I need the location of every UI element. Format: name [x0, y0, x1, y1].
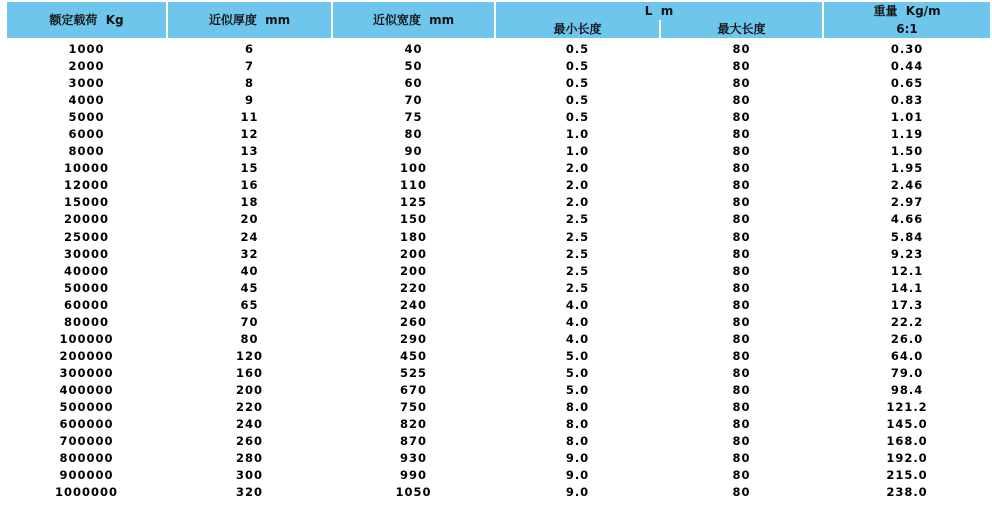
- cell-min-length: 4.0: [565, 331, 590, 346]
- cell-thickness: 80: [240, 331, 259, 346]
- cell-weight: 79.0: [890, 365, 924, 380]
- cell-width: 50: [404, 59, 423, 74]
- cell-width: 180: [399, 229, 427, 244]
- cell-min-length: 0.5: [565, 93, 590, 108]
- cell-width: 100: [399, 161, 427, 176]
- cell-rated-load: 300000: [59, 365, 114, 380]
- cell-weight: 0.65: [890, 76, 924, 91]
- cell-width: 60: [404, 76, 423, 91]
- cell-max-length: 80: [732, 297, 751, 312]
- cell-width: 110: [399, 178, 427, 193]
- cell-rated-load: 12000: [63, 178, 109, 193]
- cell-width: 260: [399, 314, 427, 329]
- cell-min-length: 2.5: [565, 263, 590, 278]
- cell-weight: 9.23: [890, 246, 924, 261]
- cell-thickness: 6: [244, 42, 254, 57]
- cell-min-length: 2.0: [565, 161, 590, 176]
- cell-max-length: 80: [732, 229, 751, 244]
- cell-rated-load: 25000: [63, 229, 109, 244]
- cell-max-length: 80: [732, 382, 751, 397]
- cell-max-length: 80: [732, 434, 751, 449]
- cell-weight: 14.1: [890, 280, 924, 295]
- cell-min-length: 0.5: [565, 59, 590, 74]
- cell-weight: 2.46: [890, 178, 924, 193]
- cell-thickness: 32: [240, 246, 259, 261]
- cell-width: 70: [404, 93, 423, 108]
- cell-weight: 2.97: [890, 195, 924, 210]
- table-row: [7, 348, 990, 365]
- cell-width: 525: [399, 365, 427, 380]
- cell-thickness: 13: [240, 144, 259, 159]
- cell-thickness: 240: [235, 417, 263, 432]
- cell-rated-load: 6000: [68, 127, 105, 142]
- cell-weight: 64.0: [890, 348, 924, 363]
- cell-width: 870: [399, 434, 427, 449]
- table-row: [7, 109, 990, 126]
- cell-rated-load: 100000: [59, 331, 114, 346]
- cell-min-length: 2.5: [565, 280, 590, 295]
- cell-thickness: 220: [235, 400, 263, 414]
- cell-width: 290: [399, 331, 427, 346]
- header-weight-ratio: 6:1: [824, 20, 990, 38]
- cell-width: 450: [399, 348, 427, 363]
- header-thickness: 近似厚度 mm: [168, 2, 331, 38]
- table-row: [7, 75, 990, 92]
- cell-width: 200: [399, 263, 427, 278]
- cell-rated-load: 3000: [68, 76, 105, 91]
- cell-thickness: 11: [240, 110, 259, 125]
- cell-weight: 0.44: [890, 59, 924, 74]
- cell-rated-load: 5000: [68, 110, 105, 125]
- table-row: [7, 126, 990, 143]
- cell-min-length: 5.0: [565, 365, 590, 380]
- cell-max-length: 80: [732, 42, 751, 57]
- cell-min-length: 1.0: [565, 127, 590, 142]
- cell-weight: 1.01: [890, 110, 924, 125]
- header-max-length: 最大长度: [661, 20, 822, 38]
- cell-rated-load: 600000: [59, 417, 114, 432]
- cell-weight: 98.4: [890, 382, 924, 397]
- cell-weight: 238.0: [886, 485, 928, 500]
- cell-max-length: 80: [732, 280, 751, 295]
- cell-thickness: 120: [235, 348, 263, 363]
- cell-width: 75: [404, 110, 423, 125]
- cell-min-length: 5.0: [565, 382, 590, 397]
- cell-weight: 145.0: [886, 417, 928, 432]
- cell-max-length: 80: [732, 161, 751, 176]
- cell-width: 1050: [395, 485, 432, 500]
- cell-width: 990: [399, 468, 427, 483]
- cell-weight: 0.83: [890, 93, 924, 108]
- cell-rated-load: 15000: [63, 195, 109, 210]
- cell-rated-load: 1000: [68, 42, 105, 57]
- spec-table-container: [5, 2, 986, 501]
- cell-thickness: 12: [240, 127, 259, 142]
- cell-weight: 1.95: [890, 161, 924, 176]
- cell-width: 670: [399, 382, 427, 397]
- cell-weight: 1.19: [890, 127, 924, 142]
- cell-rated-load: 30000: [63, 246, 109, 261]
- cell-rated-load: 500000: [59, 400, 114, 414]
- table-row: [7, 246, 990, 263]
- cell-max-length: 80: [732, 59, 751, 74]
- cell-max-length: 80: [732, 93, 751, 108]
- cell-width: 80: [404, 127, 423, 142]
- cell-thickness: 45: [240, 280, 259, 295]
- cell-min-length: 2.0: [565, 195, 590, 210]
- cell-thickness: 7: [244, 59, 254, 74]
- cell-max-length: 80: [732, 76, 751, 91]
- cell-width: 820: [399, 417, 427, 432]
- cell-max-length: 80: [732, 144, 751, 159]
- cell-thickness: 9: [244, 93, 254, 108]
- table-row: [7, 143, 990, 160]
- cell-min-length: 9.0: [565, 468, 590, 483]
- spec-table: [5, 2, 992, 501]
- cell-min-length: 0.5: [565, 110, 590, 125]
- cell-min-length: 4.0: [565, 297, 590, 312]
- cell-rated-load: 200000: [59, 348, 114, 363]
- table-row: [7, 92, 990, 109]
- cell-max-length: 80: [732, 127, 751, 142]
- cell-max-length: 80: [732, 331, 751, 346]
- cell-thickness: 160: [235, 365, 263, 380]
- cell-min-length: 0.5: [565, 76, 590, 91]
- cell-rated-load: 60000: [63, 297, 109, 312]
- cell-min-length: 8.0: [565, 417, 590, 432]
- table-row: [7, 41, 990, 58]
- cell-width: 930: [399, 451, 427, 466]
- cell-rated-load: 400000: [59, 382, 114, 397]
- cell-thickness: 260: [235, 434, 263, 449]
- table-row: [7, 297, 990, 314]
- cell-max-length: 80: [732, 400, 751, 414]
- table-row: [7, 160, 990, 177]
- cell-min-length: 0.5: [565, 42, 590, 57]
- header-width: 近似宽度 mm: [333, 2, 494, 38]
- cell-weight: 22.2: [890, 314, 924, 329]
- table-row: [7, 399, 990, 416]
- cell-weight: 5.84: [890, 229, 924, 244]
- cell-thickness: 200: [235, 382, 263, 397]
- cell-min-length: 2.5: [565, 212, 590, 227]
- header-min-length: 最小长度: [496, 20, 659, 38]
- cell-width: 125: [399, 195, 427, 210]
- cell-weight: 121.2: [886, 400, 928, 414]
- cell-rated-load: 20000: [63, 212, 109, 227]
- cell-thickness: 15: [240, 161, 259, 176]
- cell-rated-load: 4000: [68, 93, 105, 108]
- cell-max-length: 80: [732, 365, 751, 380]
- cell-thickness: 24: [240, 229, 259, 244]
- cell-thickness: 65: [240, 297, 259, 312]
- cell-rated-load: 10000: [63, 161, 109, 176]
- header-length-group: L m: [496, 2, 822, 20]
- cell-rated-load: 1000000: [54, 485, 118, 500]
- table-row: [7, 194, 990, 211]
- cell-min-length: 9.0: [565, 451, 590, 466]
- cell-width: 750: [399, 400, 427, 414]
- cell-rated-load: 700000: [59, 434, 114, 449]
- cell-width: 90: [404, 144, 423, 159]
- table-row: [7, 58, 990, 75]
- cell-max-length: 80: [732, 178, 751, 193]
- cell-max-length: 80: [732, 263, 751, 278]
- table-row: [7, 382, 990, 399]
- cell-rated-load: 40000: [63, 263, 109, 278]
- cell-thickness: 300: [235, 468, 263, 483]
- cell-rated-load: 800000: [59, 451, 114, 466]
- cell-min-length: 4.0: [565, 314, 590, 329]
- cell-max-length: 80: [732, 468, 751, 483]
- cell-thickness: 20: [240, 212, 259, 227]
- cell-weight: 26.0: [890, 331, 924, 346]
- table-row: [7, 331, 990, 348]
- cell-width: 150: [399, 212, 427, 227]
- table-row: [7, 229, 990, 246]
- table-row: [7, 450, 990, 467]
- cell-rated-load: 8000: [68, 144, 105, 159]
- cell-thickness: 8: [244, 76, 254, 91]
- cell-max-length: 80: [732, 212, 751, 227]
- cell-max-length: 80: [732, 348, 751, 363]
- table-row: [7, 211, 990, 228]
- cell-min-length: 2.0: [565, 178, 590, 193]
- table-header: [7, 2, 990, 38]
- table-row: [7, 467, 990, 484]
- cell-min-length: 5.0: [565, 348, 590, 363]
- cell-thickness: 18: [240, 195, 259, 210]
- table-row: [7, 433, 990, 450]
- cell-max-length: 80: [732, 110, 751, 125]
- cell-thickness: 70: [240, 314, 259, 329]
- table-row: [7, 177, 990, 194]
- cell-thickness: 16: [240, 178, 259, 193]
- cell-weight: 1.50: [890, 144, 924, 159]
- cell-thickness: 280: [235, 451, 263, 466]
- cell-rated-load: 80000: [63, 314, 109, 329]
- cell-min-length: 1.0: [565, 144, 590, 159]
- cell-width: 220: [399, 280, 427, 295]
- cell-weight: 192.0: [886, 451, 928, 466]
- cell-width: 40: [404, 42, 423, 57]
- cell-rated-load: 50000: [63, 280, 109, 295]
- cell-weight: 168.0: [886, 434, 928, 449]
- table-row: [7, 365, 990, 382]
- cell-max-length: 80: [732, 246, 751, 261]
- table-row: [7, 416, 990, 433]
- cell-max-length: 80: [732, 485, 751, 500]
- cell-weight: 4.66: [890, 212, 924, 227]
- table-row: [7, 314, 990, 331]
- cell-max-length: 80: [732, 314, 751, 329]
- cell-thickness: 320: [235, 485, 263, 500]
- cell-min-length: 8.0: [565, 400, 590, 414]
- table-row: [7, 280, 990, 297]
- cell-weight: 215.0: [886, 468, 928, 483]
- cell-rated-load: 900000: [59, 468, 114, 483]
- cell-weight: 12.1: [890, 263, 924, 278]
- cell-min-length: 8.0: [565, 434, 590, 449]
- cell-weight: 17.3: [890, 297, 924, 312]
- cell-width: 240: [399, 297, 427, 312]
- header-weight: 重量 Kg/m: [824, 2, 990, 20]
- header-rated-load: 额定载荷 Kg: [7, 2, 166, 38]
- cell-rated-load: 2000: [68, 59, 105, 74]
- cell-weight: 0.30: [890, 42, 924, 57]
- cell-max-length: 80: [732, 195, 751, 210]
- cell-thickness: 40: [240, 263, 259, 278]
- table-row: [7, 484, 990, 501]
- cell-max-length: 80: [732, 451, 751, 466]
- cell-min-length: 9.0: [565, 485, 590, 500]
- table-row: [7, 263, 990, 280]
- cell-min-length: 2.5: [565, 229, 590, 244]
- table-body: [7, 38, 990, 501]
- cell-min-length: 2.5: [565, 246, 590, 261]
- cell-width: 200: [399, 246, 427, 261]
- cell-max-length: 80: [732, 417, 751, 432]
